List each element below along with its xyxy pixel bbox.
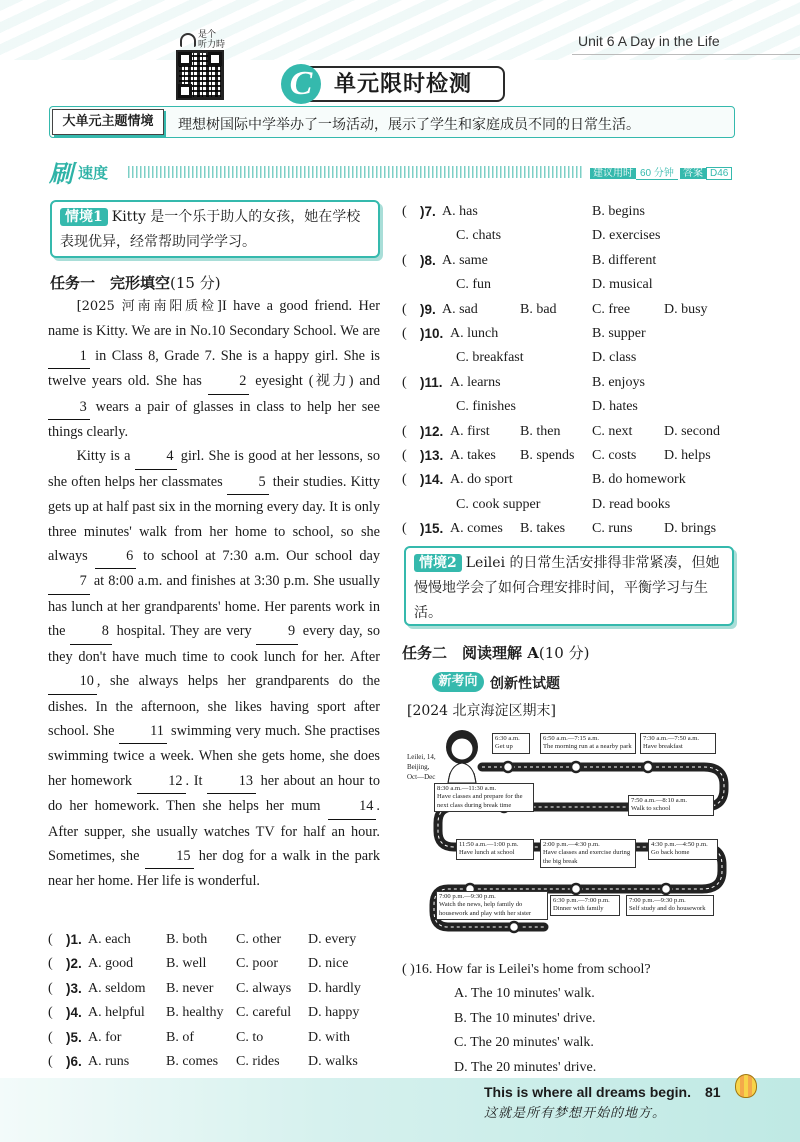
cloze-blank: 7 — [48, 569, 90, 594]
cloze-blank: 13 — [207, 769, 256, 794]
question-row — [48, 952, 388, 976]
answer-option: D. hardly — [308, 980, 361, 996]
answer-option: B. then — [520, 423, 561, 439]
answer-option: D. The 20 minutes' drive. — [454, 1059, 597, 1075]
question-row — [402, 371, 742, 420]
speed-brush: 刷 — [49, 159, 73, 188]
answer-option: C. fun — [456, 277, 491, 293]
step-activity: The morning run at a nearby park — [543, 743, 632, 751]
answer-option: A. learns — [450, 374, 501, 390]
cloze-blank: 1 — [48, 344, 90, 369]
task2-title: 任务二 阅读理解 A(10 分) — [402, 644, 590, 662]
page-number: 81 — [705, 1084, 721, 1100]
answer-option: C. costs — [592, 448, 637, 463]
question-row — [48, 977, 388, 1001]
answer-option: D. busy — [664, 301, 708, 317]
answer-option: A. for — [88, 1029, 122, 1045]
answer-option: C. poor — [236, 956, 278, 972]
step-time: 7:00 p.m.—9:30 p.m. — [629, 897, 686, 904]
answer-option: D. musical — [592, 277, 653, 293]
answer-bracket[interactable]: ( — [402, 423, 407, 439]
answer-option: D. happy — [308, 1005, 360, 1021]
header-background — [0, 0, 800, 60]
step-time: 7:30 a.m.—7:50 a.m. — [643, 735, 700, 742]
step-time: 7:50 a.m.—8:10 a.m. — [631, 797, 688, 804]
step-activity: Have breakfast — [643, 743, 683, 751]
theme-tag: 大单元主题情境 — [52, 109, 164, 135]
schedule-step — [628, 795, 714, 816]
schedule-step — [640, 733, 716, 754]
cloze-blank: 6 — [95, 544, 137, 569]
passage-source: [2025 河南南阳质检] — [76, 299, 222, 314]
cloze-blank: 2 — [208, 369, 250, 394]
schedule-step — [626, 895, 714, 916]
section-badge: C — [281, 64, 321, 104]
question-row — [402, 200, 742, 249]
step-time: 8:30 a.m.—11:30 a.m. — [437, 785, 497, 792]
schedule-step — [436, 891, 548, 920]
answer-bracket[interactable]: ( — [402, 326, 407, 341]
question-row — [48, 1026, 388, 1050]
answer-option: A. each — [88, 932, 131, 947]
passage-text: hospital. They are very — [111, 623, 257, 640]
question-16 — [402, 958, 651, 1080]
answer-option: C. other — [236, 932, 282, 947]
passage-text: . It — [185, 772, 208, 789]
schedule-step — [550, 895, 620, 916]
answer-option: C. always — [236, 980, 292, 996]
question-number: )6. — [66, 1054, 82, 1069]
answer-option: B. takes — [520, 521, 566, 537]
reading-source: [2024 北京海淀区期末] — [407, 703, 557, 719]
answer-bracket[interactable]: ( — [402, 252, 407, 268]
answer-option: D. nice — [308, 956, 349, 972]
question-row — [402, 517, 742, 541]
answer-bracket[interactable]: ( — [48, 980, 53, 996]
passage-text: to school at 7:30 a.m. Our school day — [136, 548, 380, 565]
question-number: )3. — [66, 980, 82, 996]
cloze-blank: 5 — [227, 470, 269, 495]
passage-text: at 8:00 a.m. and finishes at 3:30 p.m. She usually has lunch at her grandparents' home. Her parents work in the — [48, 573, 380, 640]
step-time: 6:30 a.m. — [495, 735, 520, 742]
situation-text: Leilei 的日常生活安排得非常紧凑，但她慢慢地学会了如何合理安排时间，平衡学习与生活。 — [414, 555, 720, 621]
question-number: )9. — [420, 301, 436, 317]
cloze-blank: 9 — [256, 619, 298, 644]
answer-option: C. The 20 minutes' walk. — [454, 1035, 594, 1051]
answer-bracket[interactable]: ( — [402, 204, 407, 219]
cloze-blank: 14 — [328, 794, 377, 819]
answer-option: A. do sport — [450, 472, 513, 488]
answer-option: A. runs — [88, 1054, 130, 1069]
answer-option: C. chats — [456, 228, 502, 244]
answer-option: A. has — [442, 204, 478, 219]
answer-option: C. breakfast — [456, 350, 524, 366]
answer-bracket[interactable]: ( — [48, 956, 53, 972]
answer-bracket[interactable]: ( — [48, 1029, 53, 1045]
question-number: )12. — [420, 423, 444, 439]
answer-option: A. seldom — [88, 980, 146, 996]
answer-bracket[interactable]: ( — [402, 521, 407, 537]
passage-text: swimming very much. She practises swimming twice a week. When she gets home, she does her homework — [48, 722, 380, 789]
passage-text: her dog for a walk in the park near her home. Her life is wonderful. — [48, 847, 381, 890]
answer-option: B. begins — [592, 204, 645, 219]
step-activity: Get up — [495, 743, 513, 751]
answer-option: C. runs — [592, 521, 633, 537]
passage-text: , she always helps her grandparents do the dishes. In the afternoon, she likes having sport after school. She — [48, 673, 380, 739]
situation-tag: 情境2 — [414, 554, 462, 572]
answer-option: A. takes — [450, 448, 496, 463]
passage-text: I have a good friend. Her name is Kitty. We are in No.10 Secondary School. We are — [48, 298, 380, 340]
answer-ref: 答案 D46 — [680, 166, 732, 181]
step-time: 4:30 p.m.—4:50 p.m. — [651, 841, 708, 848]
footer-slogan: This is where all dreams begin. — [484, 1084, 691, 1100]
answer-option: C. to — [236, 1029, 264, 1045]
step-time: 11:50 a.m.—1:00 p.m. — [459, 841, 519, 848]
question-number: )5. — [66, 1029, 82, 1045]
schedule-step — [492, 733, 530, 754]
answer-option: B. supper — [592, 326, 646, 341]
question-row — [402, 420, 742, 444]
answer-option: C. next — [592, 423, 633, 439]
passage-text: every day, so they don't have much time to cook lunch for her. After — [48, 623, 380, 665]
leilei-caption: Leilei, 14, Beijing, Oct—Dec — [407, 753, 436, 781]
passage-text: eyesight (视力) and — [249, 373, 380, 390]
dotted-divider — [128, 166, 583, 178]
passage-text: girl. She is good at her lessons, so she often helps her classmates — [48, 448, 381, 490]
step-activity: Dinner with family — [553, 905, 604, 913]
step-time: 6:30 p.m.—7:00 p.m. — [553, 897, 610, 904]
question-stem: ( )16. How far is Leilei's home from school? — [402, 962, 651, 977]
answer-option: A. comes — [450, 521, 503, 537]
cloze-blank: 10 — [48, 669, 97, 694]
questions-left — [48, 928, 380, 1078]
question-number: )14. — [420, 472, 444, 488]
situation-2 — [404, 546, 734, 626]
question-number: )2. — [66, 956, 82, 972]
step-activity: Self study and do housework — [629, 905, 706, 913]
new-badge: 新考向 — [432, 672, 484, 692]
passage-text: in Class 8, Grade 7. She is a happy girl. She is twelve years old. She has — [48, 347, 380, 390]
situation-tag: 情境1 — [60, 208, 108, 226]
theme-text: 理想树国际中学举办了一场活动，展示了学生和家庭成员不同的日常生活。 — [178, 117, 640, 133]
situation-1 — [50, 200, 380, 258]
schedule-step — [648, 839, 718, 860]
answer-option: A. helpful — [88, 1005, 145, 1021]
answer-option: D. walks — [308, 1054, 358, 1069]
answer-option: B. never — [166, 980, 214, 996]
cloze-blank: 3 — [48, 395, 90, 420]
step-time: 7:00 p.m.—9:30 p.m. — [439, 893, 496, 900]
passage-text: wears a pair of glasses in class to help her see things clearly. — [48, 398, 380, 441]
answer-option: B. both — [166, 932, 208, 947]
answer-bracket[interactable]: ( — [48, 1005, 53, 1021]
answer-option: B. enjoys — [592, 374, 645, 390]
answer-option: A. first — [450, 423, 490, 439]
passage-text: Kitty is a — [76, 448, 135, 465]
answer-bracket[interactable]: ( — [48, 1054, 53, 1069]
question-row — [48, 1050, 388, 1074]
girl-avatar — [446, 730, 478, 783]
answer-option: A. The 10 minutes' walk. — [454, 986, 595, 1002]
question-row — [48, 928, 388, 952]
answer-option: A. lunch — [450, 326, 499, 341]
question-row — [402, 468, 742, 517]
cloze-passage — [48, 294, 380, 894]
section-title: 单元限时检测 — [300, 66, 505, 102]
answer-option: C. rides — [236, 1054, 280, 1069]
answer-option: D. exercises — [592, 228, 661, 244]
answer-option: C. finishes — [456, 399, 516, 415]
questions-right — [402, 200, 742, 545]
answer-option: B. different — [592, 252, 657, 268]
passage-text: their studies. Kitty gets up at half past six in the morning every day. It is only three minutes' walk from her home to school, so she always — [48, 473, 380, 565]
passage-text: her about an hour to do her homework. Then she helps her mum — [48, 772, 380, 815]
schedule-step — [540, 733, 636, 754]
answer-bracket[interactable]: ( — [402, 448, 407, 463]
unit-title: Unit 6 A Day in the Life — [578, 33, 720, 49]
header-rule — [572, 54, 800, 55]
question-number: )15. — [420, 521, 444, 537]
qr-code[interactable] — [176, 50, 224, 100]
footer-slogan-cn: 这就是所有梦想开始的地方。 — [484, 1106, 667, 1121]
answer-option: D. second — [664, 423, 720, 439]
question-row — [402, 298, 742, 322]
answer-option: B. comes — [166, 1054, 219, 1069]
question-number: )4. — [66, 1005, 82, 1021]
step-time: 6:50 a.m.—7:15 a.m. — [543, 735, 600, 742]
question-row — [402, 444, 742, 468]
answer-option: C. careful — [236, 1005, 292, 1021]
step-time: 2:00 p.m.—4:30 p.m. — [543, 841, 600, 848]
situation-text: Kitty 是一个乐于助人的女孩，她在学校表现优异，经常帮助同学学习。 — [60, 209, 361, 250]
question-row — [48, 1001, 388, 1025]
listen-label: 是个 听力時 — [198, 30, 226, 50]
balloon-icon — [735, 1074, 757, 1098]
schedule-step — [434, 783, 534, 812]
answer-option: A. sad — [442, 301, 478, 317]
answer-option: B. bad — [520, 301, 557, 317]
answer-option: B. well — [166, 956, 207, 972]
task1-title: 任务一 完形填空(15 分) — [50, 274, 221, 292]
cloze-blank: 11 — [119, 719, 167, 744]
question-number: )8. — [420, 252, 436, 268]
question-number: )13. — [420, 448, 444, 463]
answer-option: C. cook supper — [456, 496, 541, 512]
answer-bracket[interactable]: ( — [402, 374, 407, 390]
answer-option: B. healthy — [166, 1005, 224, 1021]
step-activity: Go back home — [651, 849, 690, 857]
answer-option: D. helps — [664, 448, 711, 463]
question-row — [402, 322, 742, 371]
answer-option: B. spends — [520, 448, 575, 463]
answer-option: B. The 10 minutes' drive. — [454, 1010, 596, 1026]
answer-option: A. good — [88, 956, 134, 972]
answer-option: C. free — [592, 301, 631, 317]
answer-bracket[interactable]: ( — [402, 301, 407, 317]
answer-option: D. hates — [592, 399, 638, 415]
question-row — [402, 249, 742, 298]
question-number: )10. — [420, 326, 444, 341]
question-number: )11. — [420, 374, 443, 390]
schedule-step — [456, 839, 534, 860]
answer-option: D. class — [592, 350, 637, 366]
cloze-blank: 15 — [145, 844, 194, 869]
daily-route-diagram — [404, 727, 734, 942]
step-activity: Have lunch at school — [459, 849, 515, 857]
suggested-time: 建议用时 60 分钟 — [590, 166, 678, 181]
step-activity: Watch the news, help family do housework and play with her sister — [439, 901, 532, 917]
answer-option: D. brings — [664, 521, 717, 537]
speed-label: 速度 — [78, 164, 109, 182]
answer-bracket[interactable]: ( — [402, 472, 407, 488]
answer-option: D. read books — [592, 496, 671, 512]
headphones-icon — [180, 33, 196, 47]
schedule-step — [540, 839, 636, 868]
step-activity: Walk to school — [631, 805, 671, 813]
answer-option: B. do homework — [592, 472, 686, 488]
answer-option: D. every — [308, 932, 357, 947]
cloze-blank: 8 — [70, 619, 112, 644]
answer-option: D. with — [308, 1029, 350, 1045]
step-activity: Have classes and exercise during the big break — [543, 849, 631, 865]
answer-option: B. of — [166, 1029, 194, 1045]
passage-text: . After supper, she usually watches TV for half an hour. Sometimes, she — [48, 798, 380, 864]
cloze-blank: 12 — [137, 769, 186, 794]
cloze-blank: 4 — [135, 444, 177, 469]
question-number: )1. — [66, 932, 82, 947]
answer-option: A. same — [442, 252, 488, 268]
new-label: 创新性试题 — [490, 676, 560, 692]
question-number: )7. — [420, 204, 436, 219]
step-activity: Have classes and prepare for the next class during break time — [437, 793, 523, 809]
answer-bracket[interactable]: ( — [48, 932, 53, 947]
